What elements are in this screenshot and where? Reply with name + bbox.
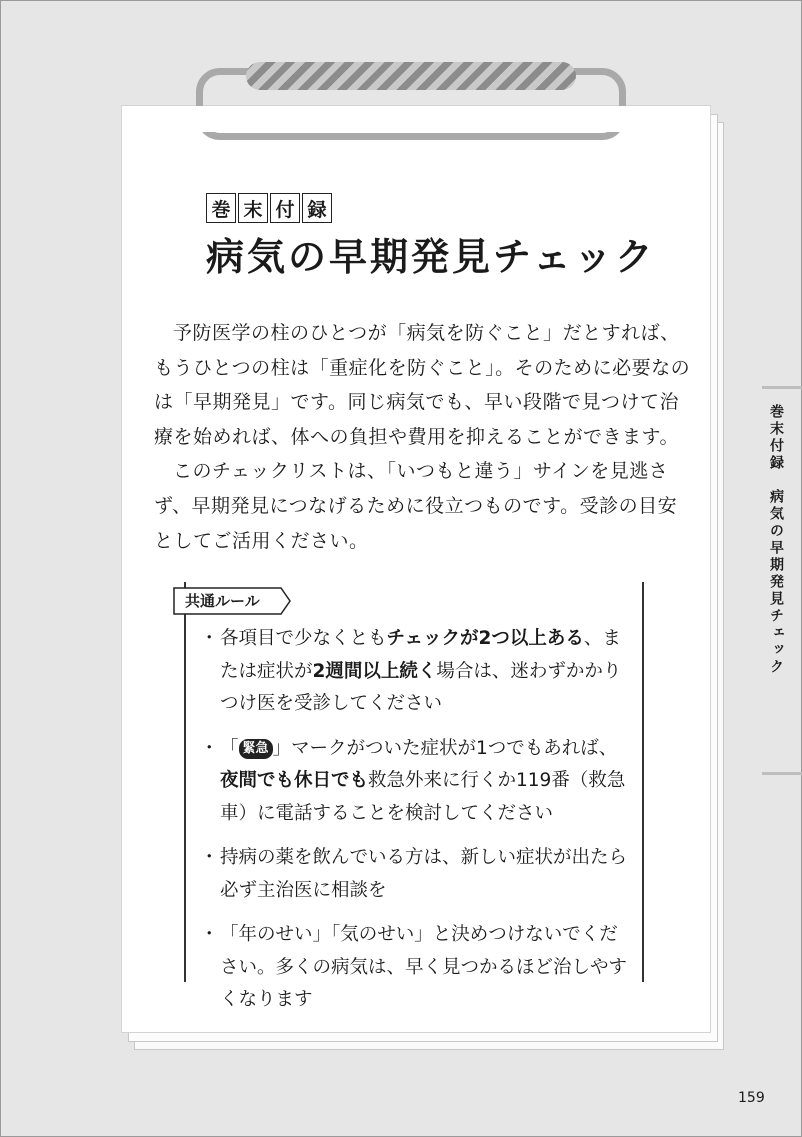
rule1-text-a: 各項目で少なくとも <box>220 628 387 649</box>
rule2-text-b: 救急外来に行くか119番（救急車）に電話することを検討してください <box>220 770 626 824</box>
list-item <box>202 842 632 907</box>
urgent-badge: 緊急 <box>239 739 273 759</box>
intro-paragraph-1: 予防医学の柱のひとつが「病気を防ぐこと」だとすれば、もうひとつの柱は「重症化を防ぐこと」。そのために必要なのは「早期発見」です。同じ病気でも、早い段階で見つけて治療を始めれば、体への負担や費用を抑えることができます。 <box>154 322 691 448</box>
list-item <box>202 623 632 721</box>
rule1-text-b: 、または症状が <box>220 628 621 682</box>
rule1-bold-b: 2週間以上続く <box>312 660 437 682</box>
page-title: 病気の早期発見チェック <box>206 235 656 279</box>
rules-label: 共通ルール <box>185 592 260 610</box>
rule1-bold-a: チェックが2つ以上ある <box>386 628 584 649</box>
clip-ring-mask <box>122 106 710 132</box>
rules-box-right-border <box>642 582 644 982</box>
list-item <box>202 733 632 831</box>
rule2-bold-a: 夜間でも休日でも <box>220 770 369 791</box>
rule1-text-c: 場合は、迷わずかかりつけ医を受診してください <box>220 660 622 714</box>
rule2-text-a: 」マークがついた症状が1つでもあれば、 <box>272 737 618 759</box>
rule3-text: 持病の薬を飲んでいる方は、新しい症状が出たら必ず主治医に相談を <box>220 847 628 901</box>
side-tab-text: 巻末付録 病気の早期発見チェック <box>768 404 784 676</box>
rule4-text: 「年のせい」「気のせい」と決めつけないでください。多くの病気は、早く見つかるほど治しやすくなります <box>220 924 628 1010</box>
rule2-open-quote: 「 <box>220 737 239 759</box>
side-tab-divider-bottom <box>762 772 802 775</box>
appendix-label-char: 巻 <box>206 193 236 223</box>
page-number: 159 <box>738 1090 765 1106</box>
appendix-label <box>206 193 332 223</box>
rules-list <box>202 623 632 1029</box>
intro-paragraph-2: このチェックリストは、「いつもと違う」サインを見逃さず、早期発見につなげるために役立つものです。受診の目安としてご活用ください。 <box>154 460 678 552</box>
side-tab-divider-top <box>762 386 802 389</box>
rules-label-tag <box>173 587 293 615</box>
list-item <box>202 919 632 1017</box>
appendix-label-char: 末 <box>238 193 268 223</box>
rules-box-left-border <box>184 582 186 982</box>
clipboard-clip-icon <box>246 62 576 90</box>
appendix-label-char: 付 <box>270 193 300 223</box>
appendix-label-char: 録 <box>302 193 332 223</box>
intro-text <box>154 316 694 558</box>
